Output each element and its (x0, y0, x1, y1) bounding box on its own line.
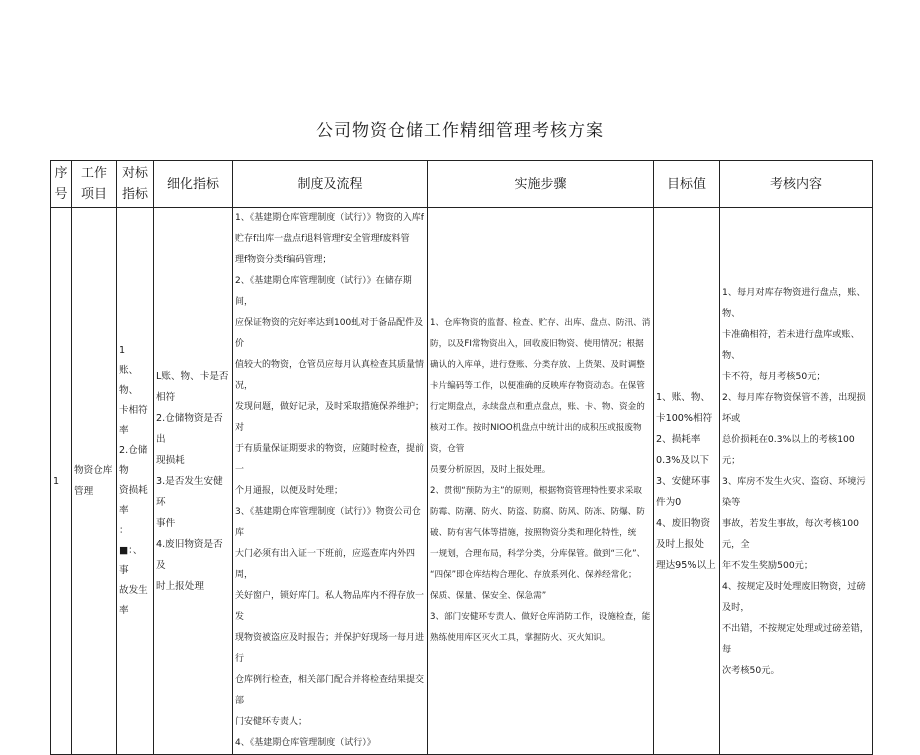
page-title: 公司物资仓储工作精细管理考核方案 (316, 121, 604, 141)
header-implementation-steps: 实施步骤 (428, 161, 654, 208)
header-target-value: 目标值 (654, 161, 720, 208)
header-target-indicator: 对标 指标 (117, 161, 154, 208)
cell-assessment-content: 1、每月对库存物资进行盘点，账、物、 卡准确相符，若未进行盘库或账、物、 卡不符，每月考核50元； 2、每月库存物资保管不善，出现损坏或 总价损耗在0.3%以上的考核100元； 3、库房不发生火灾、盗窃、环境污染等 事故，若发生事故，每次考核100元，全 年不发生奖励500元； 4、按规定及时处理废旧物资，过磅及时， 不出错，不按规定处理或过磅差错，每 次考核50元。 (720, 208, 873, 755)
header-system-process: 制度及流程 (233, 161, 428, 208)
cell-refined-indicator: L账、物、卡是否 相符 2.仓储物资是否出 现损耗 3.是否发生安健环 事件 4.废旧物资是否及 时上报处理 (154, 208, 233, 755)
cell-system-process: 1、《基建期仓库管理制度（试行）》物资的入库f 贮存f出库一盘点f退料管理f安全管理f废料管 理f物资分类f编码管理； 2、《基建期仓库管理制度（试行）》在储存期间， 应保证物资的完好率达到100虬对于备品配件及价 值较大的物资，仓管员应每月认真检查其质量情况， 发现问题，做好记录，及时采取措施保养维护；对 于有质量保证期要求的物资，应随时检查，提前一 个月通报，以便及时处理； 3、《基建期仓库管理制度（试行）》物资公司仓库 大门必须有出入证一下班前，应巡查库内外四周， 关好窗户，锁好库门。私人物品库内不得存放一发 现物资被盗应及时报告；并保护好现场一每月进行 仓库例行检查，相关部门配合并将检查结果提交部 门安健环专责人； 4、《基建期仓库管理制度（试行）》 (233, 208, 428, 755)
cell-implementation-steps: 1、仓库物资的监督、检查、贮存、出库、盘点、防汛、消 防，以及FI常物资出入，回收废旧物资、使用情况；根据 确认的入库单，进行登账、分类存放、上货架、及时调整 卡片编码等工作，以便准确的反映库存物资动态。在保管 行定期盘点，永续盘点和重点盘点，账、卡、物、资金的 核对工作。按时NIOO机盘点中统计出的成积压或报废物资，仓管 员要分析原因，及时上报处理。 2、贯彻“预防为主”的原则，根据物资管理特性要求采取 防霉、防潮、防火、防盗、防腐、防风、防冻、防爆、防 破、防有害气体等措施，按照物资分类和理化特性，统 一规划，合理布局，科学分类，分库保管。做到“三化”、 “四保”即仓库结构合理化、存放系列化、保养经常化； 保质、保量、保安全、保急需” 3、部门安健环专责人、做好仓库消防工作，设施检查，能 熟练使用库区灭火工具，掌握防火、灭火知识。 (428, 208, 654, 755)
table-row (51, 208, 873, 755)
cell-target-indicator: 1 账、物、 卡相符率 2.仓储物 资损耗率 ：■：、事 故发生率 (117, 208, 154, 755)
header-assessment-content: 考核内容 (720, 161, 873, 208)
assessment-table (50, 160, 873, 755)
cell-seq: 1 (51, 208, 72, 755)
table-header-row (51, 161, 873, 208)
header-refined-indicator: 细化指标 (154, 161, 233, 208)
cell-target-value: 1、账、物、 卡100%相符 2、损耗率 0.3%及以下 3、安健环事 件为0 4、废旧物资 及时上报处 理达95%以上 (654, 208, 720, 755)
cell-work-item: 物资仓库管理 (72, 208, 117, 755)
header-work-item: 工作 项目 (72, 161, 117, 208)
header-seq: 序 号 (51, 161, 72, 208)
